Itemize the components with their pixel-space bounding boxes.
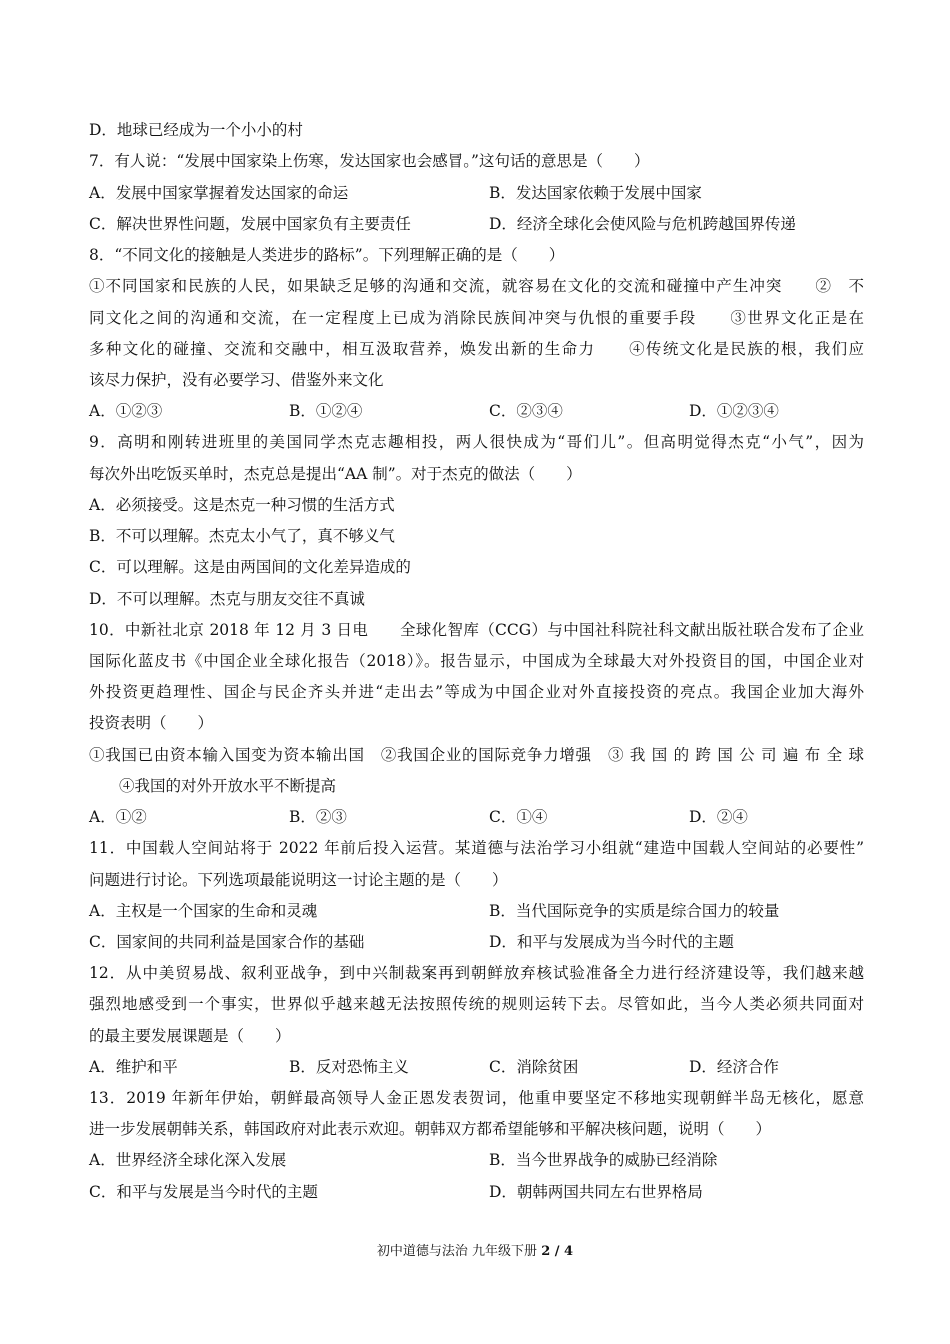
- question-13-cont: 进一步发展朝韩关系，韩国政府对此表示欢迎。朝韩双方都希望能够和平解决核问题，说明（ ）: [89, 1120, 772, 1138]
- statement-line: ④我国的对外开放水平不断提高: [119, 777, 337, 795]
- statement-line: ①不同国家和民族的人民，如果缺乏足够的沟通和交流，就容易在文化的交流和碰撞中产生冲突 ② 不: [89, 277, 864, 295]
- option-b: B．①②④: [289, 402, 363, 420]
- text-line: D．地球已经成为一个小小的村: [89, 121, 303, 139]
- statement-line: 该尽力保护，没有必要学习、借鉴外来文化: [89, 371, 384, 389]
- option-a: A．①②③: [89, 402, 163, 420]
- option-c: C．可以理解。这是由两国间的文化差异造成的: [89, 558, 411, 576]
- option-d: D．①②③④: [689, 402, 779, 420]
- option-d: D．不可以理解。杰克与朋友交往不真诚: [89, 590, 365, 608]
- option-c: C．国家间的共同利益是国家合作的基础: [89, 933, 365, 951]
- option-a: A．主权是一个国家的生命和灵魂: [89, 902, 318, 920]
- question-10: 10．中新社北京 2018 年 12 月 3 日电 全球化智库（CCG）与中国社科院社科文献出版社联合发布了企业: [89, 621, 864, 639]
- page-number: 2 / 4: [541, 1244, 574, 1259]
- question-7: 7．有人说：“发展中国家染上伤寒，发达国家也会感冒。”这句话的意思是（ ）: [89, 152, 650, 170]
- option-c: C．和平与发展是当今时代的主题: [89, 1183, 318, 1201]
- option-d: D．经济合作: [689, 1058, 779, 1076]
- option-b: B．不可以理解。杰克太小气了，真不够义气: [89, 527, 395, 545]
- question-10-cont: 国际化蓝皮书《中国企业全球化报告（2018）》。报告显示，中国成为全球最大对外投资目的国，中国企业对: [89, 652, 864, 670]
- option-c: C．②③④: [489, 402, 563, 420]
- option-b: B．反对恐怖主义: [289, 1058, 409, 1076]
- option-d: D．②④: [689, 808, 748, 826]
- question-9-cont: 每次外出吃饭买单时，杰克总是提出“AA 制”。对于杰克的做法（ ）: [89, 465, 582, 483]
- option-c: C．消除贫困: [489, 1058, 579, 1076]
- question-11-cont: 问题进行讨论。下列选项最能说明这一讨论主题的是（ ）: [89, 871, 508, 889]
- question-11: 11．中国载人空间站将于 2022 年前后投入运营。某道德与法治学习小组就“建造中国载人空间站的必要性”: [89, 839, 864, 857]
- option-b: B．当今世界战争的威胁已经消除: [489, 1151, 718, 1169]
- question-12-cont: 的最主要发展课题是（ ）: [89, 1027, 291, 1045]
- option-d: D．朝韩两国共同左右世界格局: [489, 1183, 703, 1201]
- option-b: B．②③: [289, 808, 347, 826]
- statement-line: 多种文化的碰撞、交流和交融中，相互汲取营养，焕发出新的生命力 ④传统文化是民族的根，我们应: [89, 340, 864, 358]
- question-8: 8．“不同文化的接触是人类进步的路标”。下列理解正确的是（ ）: [89, 246, 565, 264]
- option-b: B．发达国家依赖于发展中国家: [489, 184, 702, 202]
- option-c: C．①④: [489, 808, 548, 826]
- question-10-cont: 外投资更趋理性、国企与民企齐头并进“走出去”等成为中国企业对外直接投资的亮点。我国企业加大海外: [89, 683, 864, 701]
- statement-line: 同文化之间的沟通和交流，在一定程度上已成为消除民族间冲突与仇恨的重要手段 ③世界文化正是在: [89, 309, 864, 327]
- option-c: C．解决世界性问题，发展中国家负有主要责任: [89, 215, 411, 233]
- option-d: D．经济全球化会使风险与危机跨越国界传递: [489, 215, 796, 233]
- option-b: B．当代国际竞争的实质是综合国力的较量: [489, 902, 780, 920]
- option-a: A．①②: [89, 808, 147, 826]
- question-10-cont: 投资表明（ ）: [89, 714, 214, 732]
- question-12: 12．从中美贸易战、叙利亚战争，到中兴制裁案再到朝鲜放弃核试验准备全力进行经济建设等，我们越来越: [89, 964, 864, 982]
- footer-label: 初中道德与法治 九年级下册: [376, 1244, 542, 1259]
- question-13: 13．2019 年新年伊始，朝鲜最高领导人金正恩发表贺词，他重申要坚定不移地实现朝鲜半岛无核化，愿意: [89, 1089, 864, 1107]
- statement-line: ①我国已由资本输入国变为资本输出国 ②我国企业的国际竞争力增强 ③ 我 国 的 跨 国 公 司 遍 布 全 球: [89, 746, 864, 764]
- option-a: A．世界经济全球化深入发展: [89, 1151, 287, 1169]
- option-a: A．必须接受。这是杰克一种习惯的生活方式: [89, 496, 395, 514]
- option-a: A．维护和平: [89, 1058, 178, 1076]
- question-12-cont: 强烈地感受到一个事实，世界似乎越来越无法按照传统的规则运转下去。尽管如此，当今人类必须共同面对: [89, 995, 864, 1013]
- page-footer: [0, 1240, 950, 1259]
- option-d: D．和平与发展成为当今时代的主题: [489, 933, 734, 951]
- question-9: 9．高明和刚转进班里的美国同学杰克志趣相投，两人很快成为“哥们儿”。但高明觉得杰克“小气”，因为: [89, 433, 864, 451]
- option-a: A．发展中国家掌握着发达国家的命运: [89, 184, 349, 202]
